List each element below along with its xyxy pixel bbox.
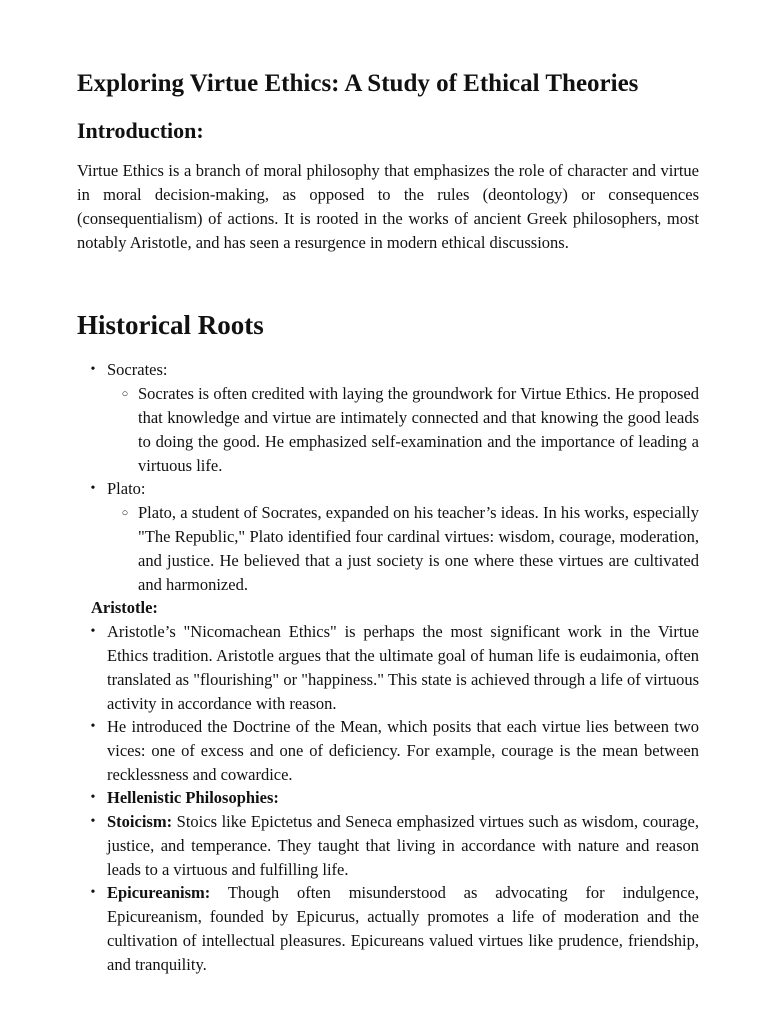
bullet-circle-icon: ○ bbox=[121, 388, 129, 400]
bullet-disc-icon: • bbox=[90, 362, 96, 377]
plato-text: Plato, a student of Socrates, expanded on his teacher’s ideas. In his works, especially "The Republic," Plato identified four cardinal virtues: wisdom, courage, moderation, and justice. He believed that a just society is one where these virtues are cultivated and harmonized. bbox=[138, 503, 699, 594]
bullet-disc-icon: • bbox=[90, 481, 96, 496]
plato-label: Plato: bbox=[107, 479, 146, 498]
hellenistic-label: Hellenistic Philosophies: bbox=[107, 788, 279, 807]
bullet-disc-icon: • bbox=[90, 624, 96, 639]
aristotle-label: Aristotle: bbox=[91, 598, 158, 617]
bullet-disc-icon: • bbox=[90, 719, 96, 734]
stoicism-paragraph bbox=[107, 810, 699, 882]
aristotle-point-1: Aristotle’s "Nicomachean Ethics" is perhaps the most significant work in the Virtue Ethics tradition. Aristotle argues that the ultimate goal of human life is eudaimonia, often translated as "flourishing" or "happiness." This state is achieved through a life of virtuous activity in accordance with reason. bbox=[107, 622, 699, 713]
bullet-circle-icon: ○ bbox=[121, 507, 129, 519]
stoicism-text: Stoics like Epictetus and Seneca emphasized virtues such as wisdom, courage, justice, and temperance. They taught that living in accordance with nature and reason leads to a virtuous and fulfilling life. bbox=[107, 812, 700, 879]
stoicism-label: Stoicism: bbox=[107, 812, 173, 831]
aristotle-point-2: He introduced the Doctrine of the Mean, which posits that each virtue lies between two vices: one of excess and one of deficiency. For example, courage is the mean between recklessness and cowardice. bbox=[107, 717, 699, 784]
epicureanism-text: Though often misunderstood as advocating for indulgence, Epicureanism, founded by Epicurus, actually promotes a life of moderation and the cultivation of intellectual pleasures. Epicureans valued virtues like prudence, friendship, and tranquility. bbox=[107, 883, 700, 974]
document-title: Exploring Virtue Ethics: A Study of Ethical Theories bbox=[77, 70, 639, 97]
introduction-paragraph: Virtue Ethics is a branch of moral philosophy that emphasizes the role of character and virtue in moral decision-making, as opposed to the rules (deontology) or consequences (consequentialism) of actions. It is rooted in the works of ancient Greek philosophers, most notably Aristotle, and has seen a resurgence in modern ethical discussions. bbox=[77, 161, 699, 252]
socrates-text: Socrates is often credited with laying the groundwork for Virtue Ethics. He proposed that knowledge and virtue are intimately connected and that knowing the good leads to doing the good. He emphasized self-examination and the importance of leading a virtuous life. bbox=[138, 384, 699, 475]
socrates-label: Socrates: bbox=[107, 360, 168, 379]
epicureanism-label: Epicureanism: bbox=[107, 883, 211, 902]
introduction-heading: Introduction: bbox=[77, 118, 204, 143]
epicureanism-paragraph bbox=[107, 881, 699, 977]
bullet-disc-icon: • bbox=[90, 790, 96, 805]
bullet-disc-icon: • bbox=[90, 885, 96, 900]
historical-roots-heading: Historical Roots bbox=[77, 310, 264, 340]
bullet-disc-icon: • bbox=[90, 814, 96, 829]
